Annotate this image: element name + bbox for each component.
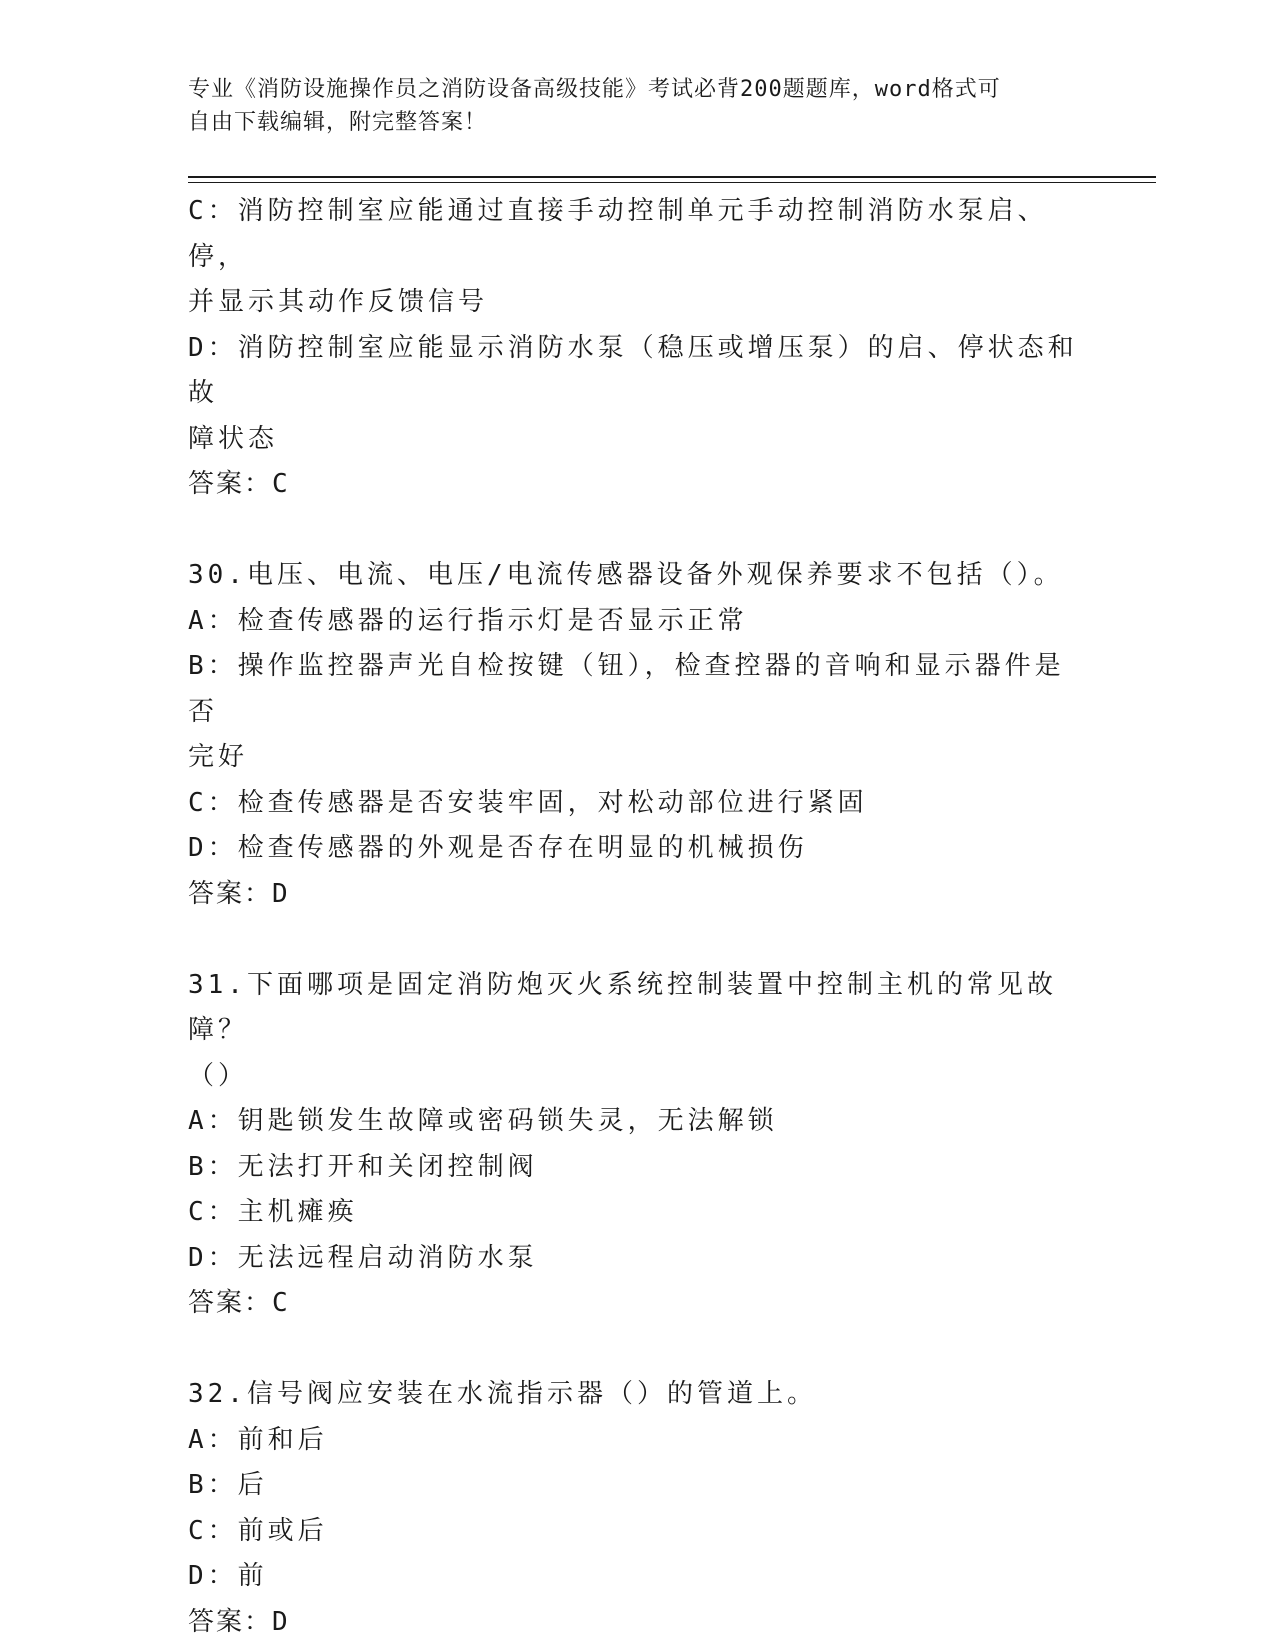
header-rule-thick bbox=[188, 176, 1156, 178]
option-d: D：检查传感器的外观是否存在明显的机械损伤 bbox=[188, 833, 808, 863]
answer: 答案：C bbox=[188, 1288, 290, 1318]
option-a: A：钥匙锁发生故障或密码锁失灵，无法解锁 bbox=[188, 1106, 778, 1136]
option-a: A：检查传感器的运行指示灯是否显示正常 bbox=[188, 605, 748, 636]
answer: 答案：C bbox=[188, 469, 290, 499]
option-c: C：前或后 bbox=[188, 1515, 328, 1546]
answer: 答案：D bbox=[188, 878, 290, 909]
question-text: 32.信号阀应安装在水流指示器（）的管道上。 bbox=[188, 1379, 817, 1409]
option-b: B：无法打开和关闭控制阀 bbox=[188, 1151, 538, 1182]
question-30 bbox=[188, 553, 1088, 917]
header-line-1: 专业《消防设施操作员之消防设备高级技能》考试必背200题题库，word格式可 bbox=[188, 77, 1001, 102]
option-c-line-2: 并显示其动作反馈信号 bbox=[188, 287, 489, 317]
question-29 bbox=[188, 189, 1088, 508]
option-d-line-2: 障状态 bbox=[188, 423, 279, 454]
option-c-line-1: C：消防控制室应能通过直接手动控制单元手动控制消防水泵启、停， bbox=[188, 196, 1048, 272]
spacer bbox=[188, 508, 1088, 554]
option-b: B：后 bbox=[188, 1470, 268, 1500]
answer: 答案：D bbox=[188, 1606, 290, 1637]
question-text-line-1: 31.下面哪项是固定消防炮灭火系统控制装置中控制主机的常见故障？ bbox=[188, 969, 1057, 1045]
option-c: C：主机瘫痪 bbox=[188, 1197, 358, 1227]
question-31 bbox=[188, 963, 1088, 1327]
option-b-line-2: 完好 bbox=[188, 742, 249, 772]
option-b-line-1: B：操作监控器声光自检按键（钮），检查控器的音响和显示器件是否 bbox=[188, 651, 1065, 727]
spacer bbox=[188, 1327, 1088, 1373]
option-a: A：前和后 bbox=[188, 1424, 328, 1455]
spacer bbox=[188, 917, 1088, 963]
header-rule-thin bbox=[188, 182, 1156, 183]
option-c: C：检查传感器是否安装牢固，对松动部位进行紧固 bbox=[188, 787, 868, 818]
question-text: 30.电压、电流、电压/电流传感器设备外观保养要求不包括（）。 bbox=[188, 560, 1064, 590]
option-d: D：前 bbox=[188, 1561, 268, 1591]
option-d: D：无法远程启动消防水泵 bbox=[188, 1242, 538, 1273]
question-list bbox=[188, 189, 1088, 1645]
document-header bbox=[188, 73, 1068, 139]
question-32 bbox=[188, 1372, 1088, 1645]
question-text-line-2: （） bbox=[188, 1060, 249, 1091]
option-d-line-1: D：消防控制室应能显示消防水泵（稳压或增压泵）的启、停状态和故 bbox=[188, 332, 1078, 408]
header-line-2: 自由下载编辑，附完整答案！ bbox=[188, 110, 488, 135]
